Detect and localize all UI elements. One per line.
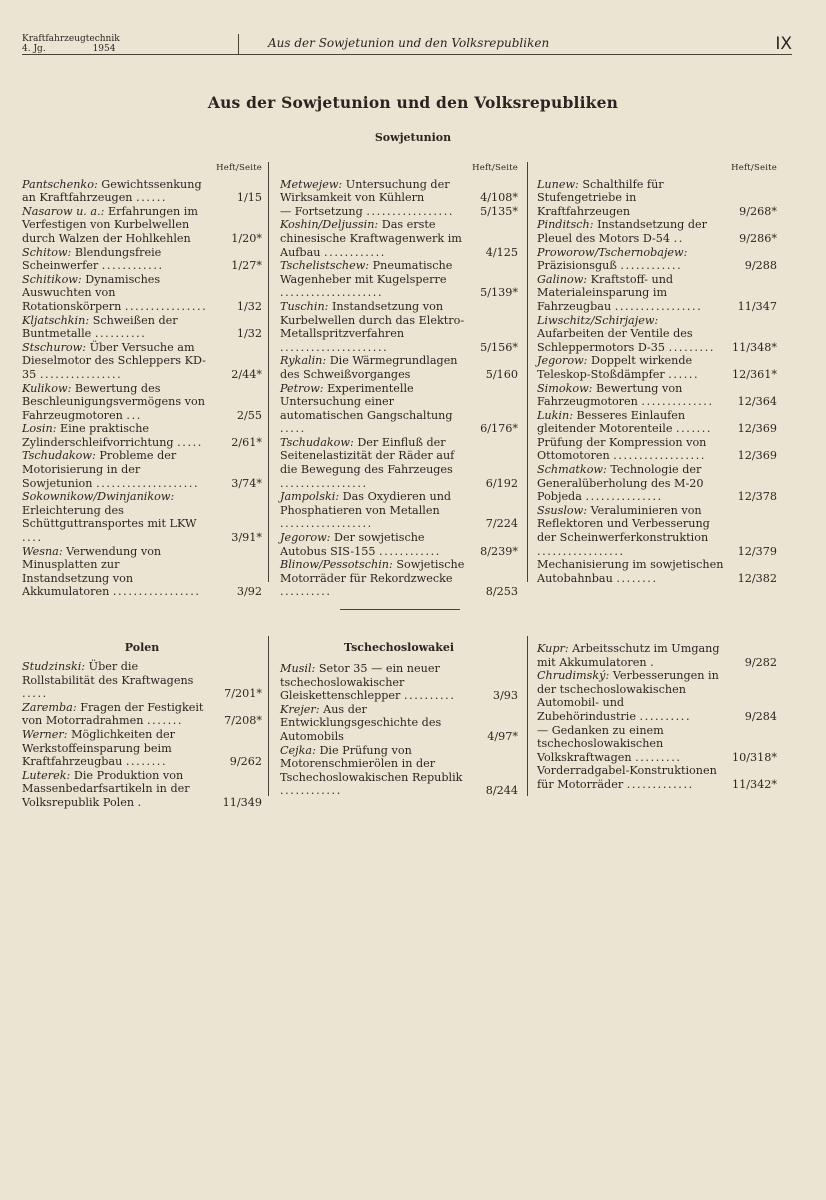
entry-author: Pantschenko: [22, 177, 98, 191]
entry-reference: 8/244 [485, 784, 518, 798]
leader-dots: ........ [616, 571, 658, 585]
leader-dots: ............. [626, 777, 694, 791]
index-column-tschechoslowakei-2 [537, 642, 777, 792]
index-entry [280, 531, 518, 558]
entry-author: Jegorow: [537, 354, 588, 368]
leader-dots: ................. [537, 544, 625, 558]
entry-author: Lukin: [537, 408, 573, 422]
index-entry [22, 382, 262, 423]
running-title: Aus der Sowjetunion und den Volksrepubliken [268, 36, 550, 50]
index-entry [22, 545, 262, 599]
entry-title: Eine praktische Zylinderschleifvorrichtung [22, 422, 174, 449]
entry-title: — Fortsetzung [280, 204, 363, 218]
entry-title: Aus der Entwicklungsgeschichte des Automobils [280, 702, 442, 743]
entry-text [22, 178, 262, 205]
entry-reference: 9/282 [744, 655, 777, 669]
index-entry [280, 662, 518, 703]
page-header [22, 34, 792, 55]
leader-dots: ..... [22, 687, 48, 701]
entry-text [537, 642, 777, 669]
index-entry [280, 382, 518, 436]
entry-reference: 9/284 [744, 709, 777, 723]
section-title-polen: Polen [124, 641, 160, 654]
entry-author: Tschudakow: [22, 449, 96, 463]
index-entry [22, 273, 262, 314]
entry-title: Der Einfluß der Seitenelastizität der Räder auf die Bewegung des Fahrzeuges [280, 435, 455, 477]
index-entry [537, 273, 777, 314]
entry-author: Studzinski: [22, 660, 86, 673]
entry-title: Untersuchung der Wirksamkeit von Kühlern [280, 177, 450, 205]
entry-text [22, 246, 262, 273]
entry-text [280, 744, 518, 798]
entry-title: Arbeitsschutz im Umgang mit Akkumulatoren [537, 642, 720, 669]
index-entry [280, 259, 518, 300]
leader-dots: .............. [641, 395, 714, 409]
entry-reference: 7/208* [224, 714, 262, 728]
entry-author: Koshin/Deljussin: [280, 218, 379, 232]
index-column-3 [537, 162, 777, 585]
leader-dots: ............ [280, 784, 342, 798]
section-separator [340, 609, 460, 610]
entry-author: Werner: [22, 727, 68, 741]
index-entry [280, 703, 518, 744]
entry-author: Rykalin: [280, 354, 327, 368]
entry-reference: 4/97* [487, 729, 518, 743]
entry-reference: 1/27* [231, 259, 262, 273]
entry-title: Verwendung von Minusplatten zur Instandsetzung von Akkumulatoren [22, 544, 162, 599]
entry-title: Schalthilfe für Stufengetriebe in Kraftfahrzeugen [537, 177, 664, 218]
leader-dots: .................... [280, 286, 384, 300]
entry-text [22, 422, 262, 449]
entry-title: Instandsetzung von Kurbelwellen durch das Elektro-Metallspritzverfahren [280, 299, 465, 341]
entry-text [22, 449, 262, 490]
entry-title: Sowjetische Motorräder für Rekordzwecke [280, 558, 465, 585]
column-header: Heft/Seite [731, 163, 777, 173]
entry-reference: 4/125 [485, 245, 518, 259]
leader-dots: ............ [620, 259, 683, 273]
entry-reference: 9/262 [229, 755, 262, 769]
section-title-tschechoslowakei: Tschechoslowakei [343, 641, 455, 654]
index-column-2 [280, 162, 518, 599]
entry-author: Chrudimský: [537, 669, 610, 683]
entry-title: Das erste chinesische Kraftwagenwerk im Aufbau [280, 218, 462, 259]
entry-author: Lunew: [537, 177, 579, 191]
entry-title: Dynamisches Auswuchten von Rotationskörpern [22, 272, 161, 313]
entry-text [22, 490, 262, 544]
entry-title: Erleichterung des Schüttguttransportes mit LKW [22, 503, 197, 531]
entry-author: Ssuslow: [537, 503, 588, 517]
entry-author: Simokow: [537, 381, 593, 395]
leader-dots: .......... [94, 327, 147, 341]
entry-title: Veraluminieren von Reflektoren und Verbesserung der Scheinwerferkonstruktion [537, 503, 710, 545]
leader-dots: .......... [280, 585, 332, 599]
leader-dots: ................. [112, 585, 201, 599]
leader-dots: ..... [177, 435, 203, 449]
entry-reference: 2/44* [231, 367, 262, 381]
entry-author: Stschurow: [22, 340, 87, 354]
entry-title: Prüfung der Kompression von Ottomotoren [537, 435, 707, 463]
leader-dots: ....... [676, 422, 713, 436]
column-divider [268, 162, 269, 582]
leader-dots: ...... [668, 367, 700, 381]
index-entry [22, 449, 262, 490]
entry-reference: 6/176* [480, 422, 518, 436]
entry-author: Liwschitz/Schirjajew: [537, 313, 659, 327]
index-entry [537, 246, 777, 273]
entry-reference: 11/347 [737, 299, 777, 313]
column-header: Heft/Seite [472, 163, 518, 173]
entry-reference: 5/139* [480, 286, 518, 300]
entry-title: Experimentelle Untersuchung einer automatischen Gangschaltung [280, 381, 453, 422]
index-entry [280, 436, 518, 490]
entry-reference: 1/32 [236, 327, 262, 341]
index-column-1 [22, 162, 262, 599]
index-entry [537, 178, 777, 219]
leader-dots: ................. [614, 299, 703, 313]
index-entry [537, 218, 777, 245]
entry-title: Blendungsfreie Scheinwerfer [22, 245, 162, 273]
leader-dots: .................... [96, 476, 200, 490]
entry-text [280, 558, 518, 599]
entry-reference: 5/156* [480, 340, 518, 354]
entry-text [22, 273, 262, 314]
entry-title: Pneumatische Wagenheber mit Kugelsperre [280, 259, 453, 286]
index-entry [280, 218, 518, 259]
entry-reference: 3/74* [231, 476, 262, 490]
entry-title: Mechanisierung im sowjetischen Autobahnbau [537, 558, 724, 585]
leader-dots: ......... [635, 750, 682, 764]
entry-title: Bewertung von Fahrzeugmotoren [537, 381, 683, 409]
entry-author: Schitikow: [22, 272, 82, 286]
entry-title: Kraftstoff- und Materialeinsparung im Fahrzeugbau [537, 272, 674, 313]
entry-reference: 10/318* [732, 750, 777, 764]
entry-reference: 9/288 [744, 259, 777, 273]
entry-reference: 2/55 [236, 408, 262, 422]
entry-author: Kupr: [537, 642, 569, 655]
entry-title: Gewichtssenkung an Kraftfahrzeugen [22, 177, 202, 205]
leader-dots: ............... [585, 490, 663, 504]
entry-author: Jegorow: [280, 531, 331, 545]
index-entry [280, 300, 518, 354]
entry-reference: 3/92 [236, 585, 262, 599]
entry-author: Blinow/Pessotschin: [280, 558, 393, 572]
entry-author: Musil: [280, 662, 316, 675]
leader-dots: ............ [101, 259, 164, 273]
entry-title: Erfahrungen im Verfestigen von Kurbelwellen durch Walzen der Hohlkehlen [22, 204, 198, 245]
entry-reference: 9/286* [739, 231, 777, 245]
index-entry [537, 463, 777, 504]
entry-title: Das Oxydieren und Phosphatieren von Metallen [280, 490, 452, 517]
entry-reference: 12/369 [737, 449, 777, 463]
entry-title: Besseres Einlaufen gleitender Motorenteile [537, 408, 686, 436]
entry-reference: 11/349 [222, 795, 262, 809]
index-entry [22, 246, 262, 273]
publication-name: Kraftfahrzeugtechnik [22, 34, 120, 44]
leader-dots: ................. [366, 204, 455, 218]
entry-author: Tschudakow: [280, 435, 354, 449]
index-entry [22, 701, 262, 728]
entry-reference: 8/253 [485, 585, 518, 599]
leader-dots: .......... [403, 689, 456, 703]
leader-dots: ............ [379, 544, 441, 558]
entry-title: Die Produktion von Massenbedarfsartikeln in der Volksrepublik Polen [22, 768, 190, 809]
index-entry [537, 409, 777, 436]
index-entry [537, 314, 777, 355]
index-entry [537, 504, 777, 558]
entry-title: Die Prüfung von Motorenschmierölen in der Tschechoslowakischen Republik [280, 743, 463, 784]
entry-author: Proworow/Tschernobajew: [537, 245, 688, 259]
entry-title: Verbesserungen in der tschechoslowakischen Automobil- und Zubehörindustrie [537, 669, 719, 723]
leader-dots: .................. [613, 449, 707, 463]
volume: 4. Jg. [22, 44, 46, 54]
column-header: Heft/Seite [216, 163, 262, 173]
entry-text [280, 703, 518, 744]
leader-dots: .... [22, 531, 43, 545]
index-entry [280, 490, 518, 531]
entry-reference: 1/15 [236, 191, 262, 205]
entry-title: Instandsetzung der Pleuel des Motors D-54 [537, 218, 708, 245]
index-entry [280, 744, 518, 798]
section-title-sowjetunion: Sowjetunion [374, 131, 452, 144]
index-entry [280, 558, 518, 599]
leader-dots: ........ [125, 755, 168, 769]
page-title: Aus der Sowjetunion und den Volksrepubliken [207, 93, 619, 112]
entry-title: Bewertung des Beschleunigungsvermögens von Fahrzeugmotoren [22, 381, 205, 422]
entry-author: Petrow: [280, 381, 324, 395]
entry-text [22, 382, 262, 423]
entry-title: Aufarbeiten der Ventile des Schleppermotors D-35 [537, 327, 693, 354]
index-column-polen [22, 660, 262, 810]
index-entry [537, 558, 777, 585]
entry-author: Luterek: [22, 768, 71, 782]
entry-title: Über die Rollstabilität des Kraftwagens [22, 660, 194, 687]
entry-title: Fragen der Festigkeit von Motorradrahmen [22, 700, 204, 728]
index-entry [537, 436, 777, 463]
entry-reference: 4/108* [480, 191, 518, 205]
index-entry [22, 490, 262, 544]
column-divider [527, 162, 528, 582]
index-entry [537, 764, 777, 791]
entry-text [22, 314, 262, 341]
entry-author: Wesna: [22, 544, 63, 558]
entry-reference: 12/369 [737, 422, 777, 436]
entry-author: Pinditsch: [537, 218, 594, 232]
entry-title: Technologie der Generalüberholung des M-20 Pobjeda [537, 463, 704, 504]
entry-author: Zaremba: [22, 700, 77, 714]
entry-title: Präzisionsguß [537, 259, 617, 273]
entry-author: Galinow: [537, 272, 588, 286]
index-entry [280, 205, 518, 219]
index-entry [22, 205, 262, 246]
entry-title: Die Wärmegrundlagen des Schweißvorganges [280, 354, 458, 381]
entry-reference: 11/348* [732, 340, 777, 354]
entry-author: Tuschin: [280, 299, 329, 313]
entry-reference: 12/382 [737, 571, 777, 585]
entry-reference: 12/379 [737, 544, 777, 558]
entry-author: Metwejew: [280, 177, 343, 191]
entry-reference: 5/160 [485, 367, 518, 381]
index-entry [22, 660, 262, 701]
entry-reference: 3/93 [492, 689, 518, 703]
entry-text [22, 205, 262, 246]
entry-author: Sokownikow/Dwinjanikow: [22, 490, 175, 504]
entry-reference: 12/364 [737, 395, 777, 409]
entry-reference: 2/61* [231, 435, 262, 449]
entry-reference: 12/378 [737, 490, 777, 504]
leader-dots: . [650, 655, 656, 669]
entry-reference: 9/268* [739, 204, 777, 218]
index-entry [537, 724, 777, 765]
entry-reference: 11/342* [732, 777, 777, 791]
header-divider [238, 34, 239, 54]
entry-text [280, 218, 518, 259]
index-column-tschechoslowakei [280, 662, 518, 798]
leader-dots: .......... [639, 709, 692, 723]
index-entry [280, 178, 518, 205]
entry-author: Tschelistschew: [280, 259, 370, 273]
index-entry [280, 354, 518, 381]
leader-dots: ...... [136, 191, 168, 205]
entry-reference: 7/224 [485, 517, 518, 531]
entry-author: Kljatschkin: [22, 313, 90, 327]
index-entry [537, 669, 777, 723]
entry-text [22, 728, 262, 769]
leader-dots: ................ [124, 299, 208, 313]
leader-dots: ................ [39, 367, 123, 381]
entry-text [280, 662, 518, 703]
leader-dots: ......... [668, 340, 716, 354]
entry-author: Schmatkow: [537, 463, 607, 477]
entry-author: Cejka: [280, 743, 316, 757]
entry-title: Vorderradgabel-Konstruktionen für Motorräder [537, 764, 717, 791]
page-number: IX [775, 34, 792, 54]
entry-text [22, 341, 262, 382]
entry-reference: 3/91* [231, 531, 262, 545]
entry-title: Möglichkeiten der Werkstoffeinsparung beim Kraftfahrzeugbau [22, 727, 176, 769]
leader-dots: ................. [280, 476, 368, 490]
entry-reference: 6/192 [485, 476, 518, 490]
leader-dots: .. [673, 231, 684, 245]
entry-text [22, 545, 262, 599]
index-entry [22, 341, 262, 382]
entry-reference: 1/20* [231, 231, 262, 245]
index-entry [537, 642, 777, 669]
entry-author: Krejer: [280, 702, 320, 716]
leader-dots: ... [126, 408, 142, 422]
entry-text [537, 669, 777, 723]
entry-reference: 7/201* [224, 687, 262, 701]
entry-title: Über Versuche am Dieselmotor des Schleppers KD-35 [22, 340, 206, 381]
publication-info [22, 34, 120, 54]
column-divider [527, 636, 528, 796]
index-entry [22, 178, 262, 205]
entry-title: Der sowjetische Autobus SIS-155 [280, 531, 425, 558]
entry-author: Jampolski: [280, 490, 340, 504]
index-entry [537, 382, 777, 409]
entry-author: Losin: [22, 422, 57, 436]
entry-text [280, 354, 518, 381]
index-entry [22, 422, 262, 449]
entry-text [280, 490, 518, 531]
entry-text [537, 246, 777, 273]
leader-dots: . [137, 795, 143, 809]
leader-dots: ....... [147, 714, 184, 728]
entry-reference: 5/135* [480, 204, 518, 218]
column-divider [268, 636, 269, 796]
entry-reference: 1/32 [236, 299, 262, 313]
leader-dots: ..................... [280, 340, 389, 354]
leader-dots: ..... [280, 422, 306, 436]
entry-reference: 8/239* [480, 544, 518, 558]
entry-author: Nasarow u. a.: [22, 204, 105, 218]
entry-author: Kulikow: [22, 381, 72, 395]
year: 1954 [92, 44, 116, 54]
entry-text [280, 436, 518, 490]
entry-title: — Gedanken zu einem tschechoslowakischen Volkskraftwagen [537, 723, 664, 764]
index-entry [22, 314, 262, 341]
entry-title: Schweißen der Buntmetalle [22, 313, 178, 341]
leader-dots: .................. [280, 517, 373, 531]
leader-dots: ............ [324, 245, 386, 259]
entry-title: Probleme der Motorisierung in der Sowjetunion [22, 449, 177, 490]
entry-title: Setor 35 — ein neuer tschechoslowakischer Gleiskettenschlepper [280, 662, 440, 703]
entry-title: Doppelt wirkende Teleskop-Stoßdämpfer [537, 354, 693, 381]
index-entry [22, 728, 262, 769]
entry-author: Schitow: [22, 245, 72, 259]
index-entry [22, 769, 262, 810]
index-entry [537, 354, 777, 381]
entry-reference: 12/361* [732, 367, 777, 381]
